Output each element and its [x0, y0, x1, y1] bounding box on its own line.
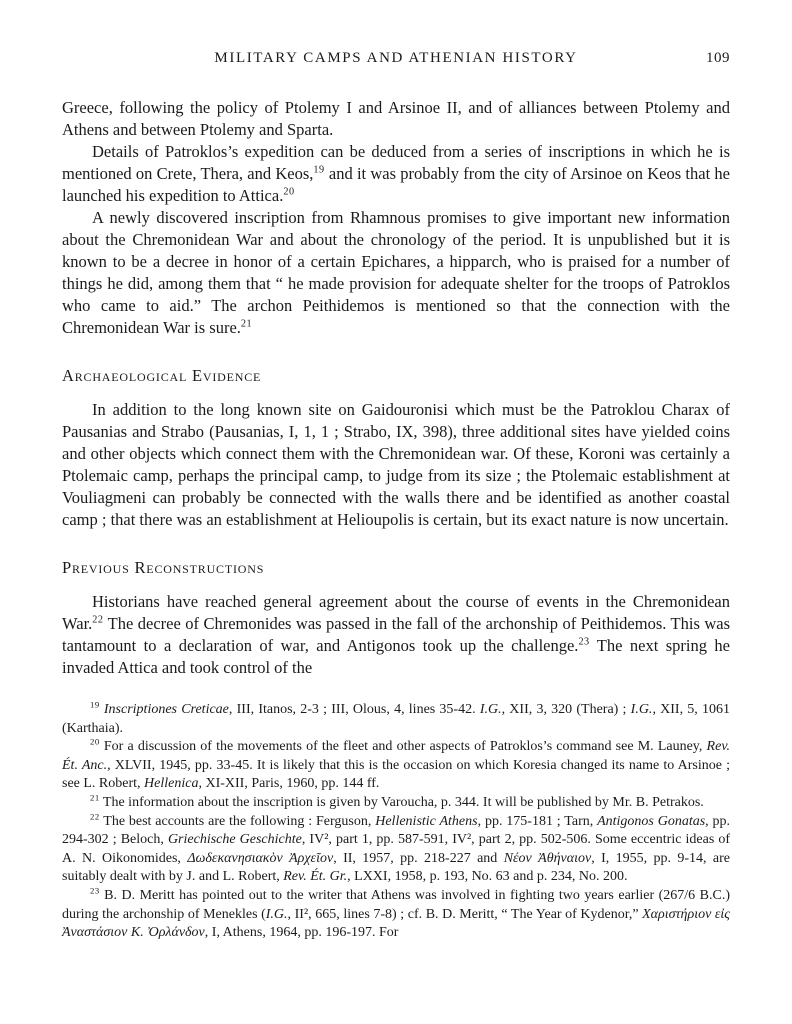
text-run: , XI-XII, Paris, 1960, pp. 144 ff.: [198, 776, 380, 792]
italic-text: Hellenica: [144, 776, 199, 792]
footnote-ref: 23: [90, 885, 100, 896]
italic-text: Δωδεκανησιακὸν Ἀρχεῖον: [187, 850, 334, 866]
italic-text: Griechische Geschichte: [167, 832, 302, 848]
text-run: The decree of Chremonides was passed in the fall of the archonship of Peithidemos. This was tantamount to a declaration of war, and Antigonos took up the challenge.: [62, 614, 730, 655]
footnote: [62, 887, 730, 943]
footnote-ref: 19: [313, 164, 325, 176]
italic-text: Inscriptiones Creticae: [103, 702, 229, 717]
text-run: B. D. Meritt has pointed out to the writer that Athens was involved in fighting two years earlier (267/6 B.C.) during the archonship of Menekles (: [62, 887, 730, 922]
text-run: , XLVII, 1945, pp. 33-45. It is likely that this is the occasion on which Koresia changed its name to Arsinoe ; see L. Robert,: [62, 757, 730, 792]
footnote: [62, 810, 731, 887]
text-run: In addition to the long known site on Gaidouronisi which must be the Patroklou Charax of Pausanias and Strabo (Pausanias, I, 1, 1 ; Strabo, IX, 398), three additional sites have yielded coins and other objects which connect them with the Chremonidean war. Of these, Koroni was certainly a Ptolemaic camp, perhaps the principal camp, to judge from its size ; the Ptolemaic establishment at Vouliagmeni can probably be connected with the walls there and be identified as another coastal camp ; that there was an establishment at Helioupolis is certain, but its exact nature is now uncertain.: [62, 400, 730, 529]
body-paragraph: [62, 141, 730, 207]
body-paragraph: [62, 97, 730, 141]
text-run: Historians have reached general agreement about the course of events in the Chremonidean War.: [62, 592, 730, 633]
section-heading: Archaeological Evidence: [62, 366, 262, 385]
document-body: [62, 97, 730, 679]
text-run: Greece, following the policy of Ptolemy I and Arsinoe II, and of alliances between Ptolemy and Athens and between Ptolemy and Sparta.: [62, 98, 730, 139]
text-run: , I, 1955, pp. 9-14, are suitably dealt with by J. and L. Robert,: [62, 850, 731, 885]
italic-text: I.G.: [630, 702, 653, 717]
body-paragraph: [62, 399, 730, 531]
text-run: The best accounts are the following : Ferguson,: [99, 813, 376, 829]
italic-text: Rev. Ét. Gr.: [283, 869, 348, 885]
italic-text: Antigonos Gonatas: [597, 813, 706, 829]
text-run: and it was probably from the city of Arsinoe on Keos that he launched his expedition to Attica.: [62, 164, 730, 205]
text-run: , XII, 3, 320 (Thera) ;: [501, 702, 631, 717]
body-paragraph: [62, 591, 730, 679]
footnote-ref: 20: [90, 736, 100, 747]
italic-text: I.G.: [265, 906, 288, 922]
italic-text: Rev. Ét. Anc.: [62, 739, 730, 773]
italic-text: Νέον Ἀθήναιον: [503, 850, 592, 866]
text-run: , I, Athens, 1964, pp. 196-197. For: [204, 925, 399, 941]
text-run: , LXXI, 1958, p. 193, No. 63 and p. 234, No. 200.: [347, 869, 628, 885]
footnote-ref: 20: [283, 186, 295, 198]
footnote: [62, 794, 730, 813]
italic-text: I.G.: [479, 702, 502, 717]
text-run: , XII, 5, 1061 (Karthaia).: [62, 702, 731, 736]
section-heading: Previous Reconstructions: [62, 558, 265, 577]
text-run: , II², 665, lines 7-8) ; cf. B. D. Meritt, “ The Year of Kydenor,”: [287, 906, 643, 922]
text-run: Details of Patroklos’s expedition can be deduced from a series of inscriptions in which he is mentioned on Crete, Thera, and Keos,: [62, 142, 730, 183]
footnote-ref: 21: [90, 792, 100, 803]
footnote-ref: 23: [578, 636, 590, 648]
footnotes: [62, 701, 730, 943]
italic-text: Χαριστήριον εἰς Ἀναστάσιον Κ. Ὀρλάνδον: [62, 906, 730, 941]
text-run: , III, Itanos, 2-3 ; III, Olous, 4, lines 35-42.: [228, 702, 480, 717]
body-paragraph: [62, 207, 730, 339]
footnote-ref: 21: [240, 318, 253, 330]
text-run: , II, 1957, pp. 218-227 and: [333, 850, 504, 866]
text-run: The information about the inscription is given by Varoucha, p. 344. It will be published by Mr. B. Petrakos.: [99, 794, 704, 810]
text-run: A newly discovered inscription from Rhamnous promises to give important new information about the Chremonidean War and about the chronology of the period. It is unpublished but it is known to be a decree in honor of a certain Epichares, a hipparch, who is praised for a number of things he did, among them that “ he made provision for adequate shelter for the troops of Patroklos who came to aid.” The archon Peithidemos is mentioned so that the connection with the Chremonidean War is sure.: [62, 208, 730, 337]
footnote: [62, 701, 730, 738]
text-run: For a discussion of the movements of the fleet and other aspects of Patroklos’s command see M. Launey,: [99, 739, 707, 755]
footnote-ref: 22: [90, 810, 100, 821]
footnote-ref: 19: [90, 699, 100, 710]
text-run: , pp. 294-302 ; Beloch,: [62, 813, 731, 848]
italic-text: Hellenistic Athens: [375, 813, 478, 829]
footnote-ref: 22: [92, 614, 104, 626]
page-number: 109: [706, 50, 730, 66]
text-run: The next spring he invaded Attica and took control of the: [62, 636, 730, 677]
text-run: , IV², part 1, pp. 587-591, IV², part 2, pp. 502-506. Some eccentric ideas of A. N. Oikonomides,: [62, 832, 731, 866]
footnote: [62, 738, 730, 794]
running-title: MILITARY CAMPS AND ATHENIAN HISTORY: [214, 50, 578, 66]
page-header: [62, 50, 730, 67]
text-run: , pp. 175-181 ; Tarn,: [477, 813, 598, 829]
